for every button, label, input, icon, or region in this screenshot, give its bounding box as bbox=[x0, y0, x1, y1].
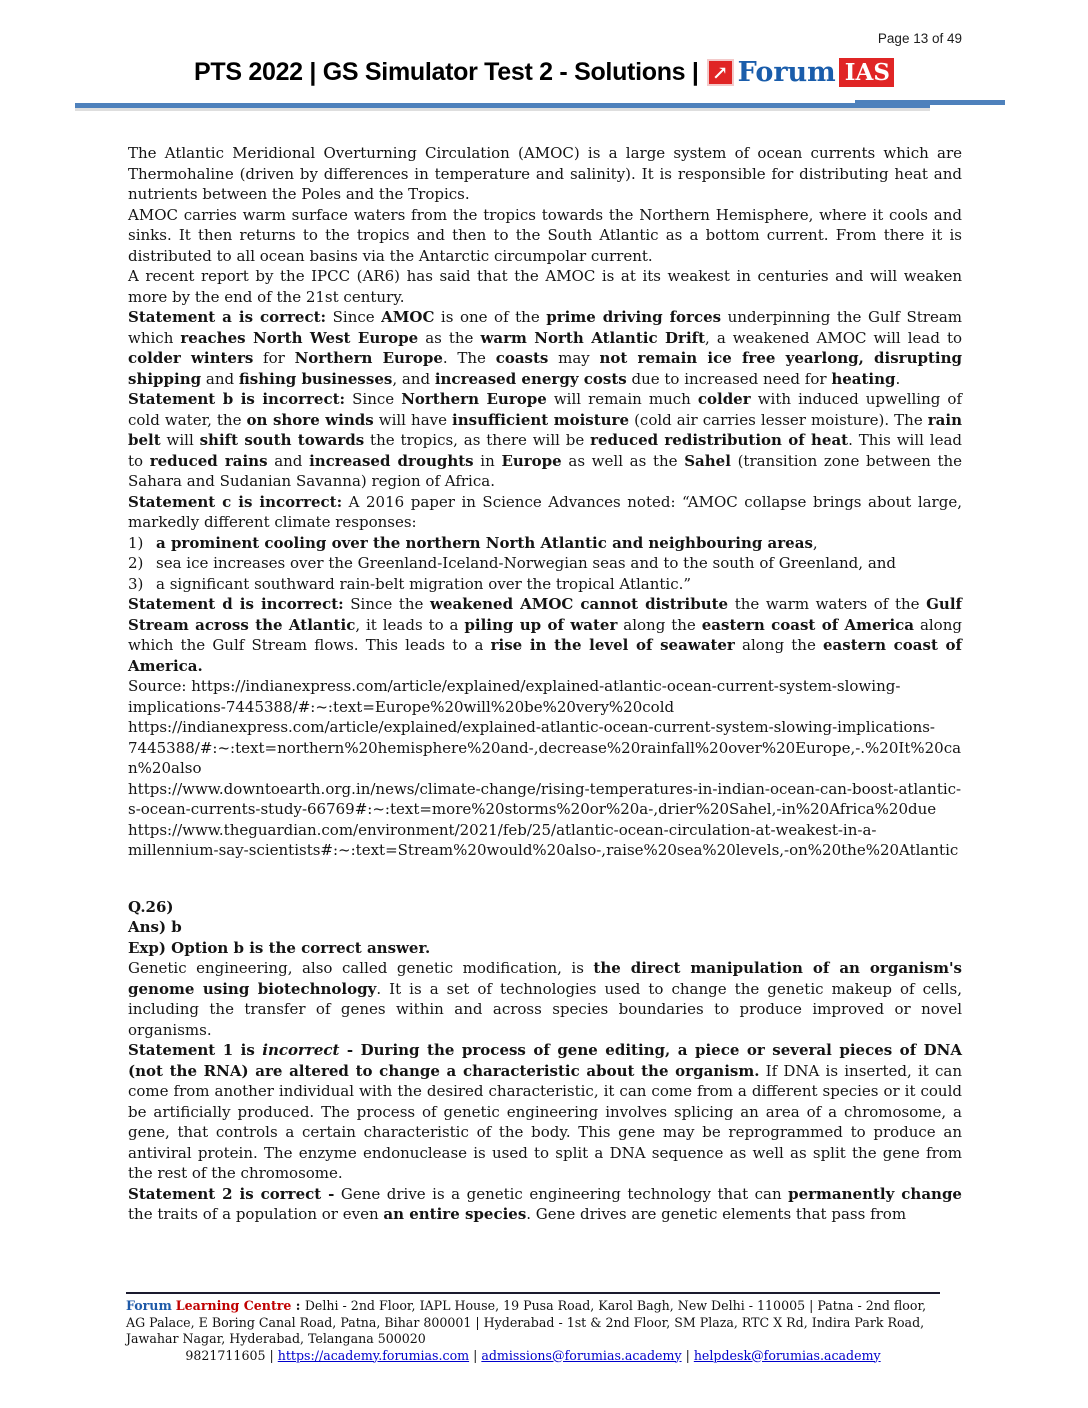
paragraph: Statement 2 is correct - Gene drive is a genetic engineering technology that can permanently change the traits of a population or even an entire species. Gene drives are genetic elements that pass from bbox=[128, 1184, 962, 1223]
page-footer bbox=[126, 1292, 940, 1364]
footer-address-line bbox=[126, 1298, 940, 1348]
separator: | bbox=[681, 1347, 694, 1363]
list-marker: 1) bbox=[128, 533, 144, 552]
list-marker: 3) bbox=[128, 574, 144, 593]
list-item-text: a prominent cooling over the northern North Atlantic and neighbouring areas, bbox=[156, 533, 818, 552]
separator: | bbox=[469, 1347, 482, 1363]
list-item bbox=[128, 533, 962, 554]
footer-link-admissions[interactable]: admissions@forumias.academy bbox=[481, 1347, 682, 1363]
footer-brand-rest: Learning Centre bbox=[175, 1298, 292, 1313]
list-item-text: sea ice increases over the Greenland-Iceland-Norwegian seas and to the south of Greenland, and bbox=[156, 554, 897, 572]
paragraph: AMOC carries warm surface waters from the tropics towards the Northern Hemisphere, where it cools and sinks. It then returns to the tropics and then to the South Atlantic as a bottom current. From there it is distributed to all ocean basins via the Antarctic circumpolar current. bbox=[128, 205, 962, 265]
header-divider-segment bbox=[855, 100, 1005, 105]
paragraph: Ans) b bbox=[128, 918, 182, 936]
paragraph: Q.26) bbox=[128, 897, 174, 916]
paragraph: https://www.theguardian.com/environment/2021/feb/25/atlantic-ocean-circulation-at-weakest-in-a-millennium-say-scientists#:~:text=Stream%20would%20also-,raise%20sea%20levels,-on%20the%20Atlantic bbox=[128, 820, 959, 859]
list-item bbox=[128, 574, 962, 595]
paragraph: Statement 1 is incorrect - During the process of gene editing, a piece or several pieces of DNA (not the RNA) are altered to change a characteristic about the organism. If DNA is inserted, it can come from another individual with the desired characteristic, it can come from a different species or it could be artificially produced. The process of genetic engineering involves splicing an area of a chromosome, a gene, that controls a certain characteristic of the body. This gene may be reprogrammed to produce an antiviral protein. The enzyme endonuclease is used to split a DNA sequence as well as split the gene from the rest of the chromosome. bbox=[128, 1041, 963, 1182]
paragraph: Genetic engineering, also called genetic modification, is the direct manipulation of an organism's genome using biotechnology. It is a set of technologies used to change the genetic makeup of cells, including the transfer of genes within and across species boundaries to produce improved or novel organisms. bbox=[128, 959, 962, 1039]
paragraph: https://indianexpress.com/article/explained/explained-atlantic-ocean-current-system-slowing-implications-7445388/#:~:text=northern%20hemisphere%20and-,decrease%20rainfall%20over%20Europe,-.%20It%20can%20also bbox=[128, 718, 962, 777]
list-marker: 2) bbox=[128, 554, 144, 572]
footer-brand-forum: Forum bbox=[126, 1298, 172, 1313]
footer-link-helpdesk[interactable]: helpdesk@forumias.academy bbox=[693, 1347, 881, 1363]
footer-link-website[interactable]: https://academy.forumias.com bbox=[277, 1347, 470, 1363]
list-item bbox=[128, 553, 962, 574]
paragraph: Statement d is incorrect: Since the weakened AMOC cannot distribute the warm waters of the Gulf Stream across the Atlantic, it leads to a piling up of water along the eastern coast of America along which the Gulf Stream flows. This leads to a rise in the level of seawater along the eastern coast of America. bbox=[128, 595, 962, 675]
page-title: PTS 2022 | GS Simulator Test 2 - Solutions | bbox=[194, 58, 699, 86]
phone-number: 9821711605 bbox=[185, 1347, 266, 1363]
list-item-text: a significant southward rain-belt migration over the tropical Atlantic.” bbox=[156, 574, 692, 593]
page-number: Page 13 of 49 bbox=[877, 31, 962, 46]
footer-address: Delhi - 2nd Floor, IAPL House, 19 Pusa Road, Karol Bagh, New Delhi - 110005 | Patna - 2nd floor, AG Palace, E Boring Canal Road, Patna, Bihar 800001 | Hyderabad - 1st & 2nd Floor, SM Plaza, RTC X Rd, Indira Park Road, Jawahar Nagar, Hyderabad, Telangana 500020 bbox=[126, 1298, 927, 1346]
paragraph: Statement a is correct: Since AMOC is one of the prime driving forces underpinning the Gulf Stream which reaches North West Europe as the warm North Atlantic Drift, a weakened AMOC will lead to colder winters for Northern Europe. The coasts may not remain ice free yearlong, disrupting shipping and fishing businesses, and increased energy costs due to increased need for heating. bbox=[128, 308, 963, 388]
footer-brand-colon: : bbox=[291, 1298, 305, 1313]
paragraph: Statement c is incorrect: A 2016 paper in Science Advances noted: “AMOC collapse brings about large, markedly different climate responses: bbox=[128, 492, 962, 531]
separator: | bbox=[265, 1347, 278, 1363]
forumias-logo bbox=[707, 58, 894, 87]
paragraph: A recent report by the IPCC (AR6) has said that the AMOC is at its weakest in centuries and will weaken more by the end of the 21st century. bbox=[128, 267, 962, 306]
paragraph: Source: https://indianexpress.com/article/explained/explained-atlantic-ocean-current-system-slowing-implications-7445388/#:~:text=Europe%20will%20be%20very%20cold bbox=[128, 677, 901, 716]
document-header bbox=[0, 58, 1088, 87]
paragraph: Exp) Option b is the correct answer. bbox=[128, 938, 431, 957]
logo-ias-text: IAS bbox=[837, 58, 894, 87]
paragraph: Statement b is incorrect: Since Northern Europe will remain much colder with induced upwelling of cold water, the on shore winds will have insufficient moisture (cold air carries lesser moisture). The rain belt will shift south towards the tropics, as there will be reduced redistribution of heat. This will lead to reduced rains and increased droughts in Europe as well as the Sahel (transition zone between the Sahara and Sudanian Savanna) region of Africa. bbox=[128, 390, 963, 490]
solution-content bbox=[128, 143, 962, 1225]
logo-forum-text: Forum bbox=[737, 57, 836, 88]
header-divider bbox=[75, 103, 930, 108]
paragraph: https://www.downtoearth.org.in/news/climate-change/rising-temperatures-in-indian-ocean-can-boost-atlantic-s-ocean-currents-study-66769#:~:text=more%20storms%20or%20a-,drier%20Sahel,-in%20Africa%20due bbox=[128, 779, 962, 818]
footer-contacts bbox=[126, 1348, 940, 1365]
arrow-icon: ↗ bbox=[707, 59, 734, 86]
paragraph: The Atlantic Meridional Overturning Circulation (AMOC) is a large system of ocean currents which are Thermohaline (driven by differences in temperature and salinity). It is responsible for distributing heat and nutrients between the Poles and the Tropics. bbox=[128, 144, 962, 203]
